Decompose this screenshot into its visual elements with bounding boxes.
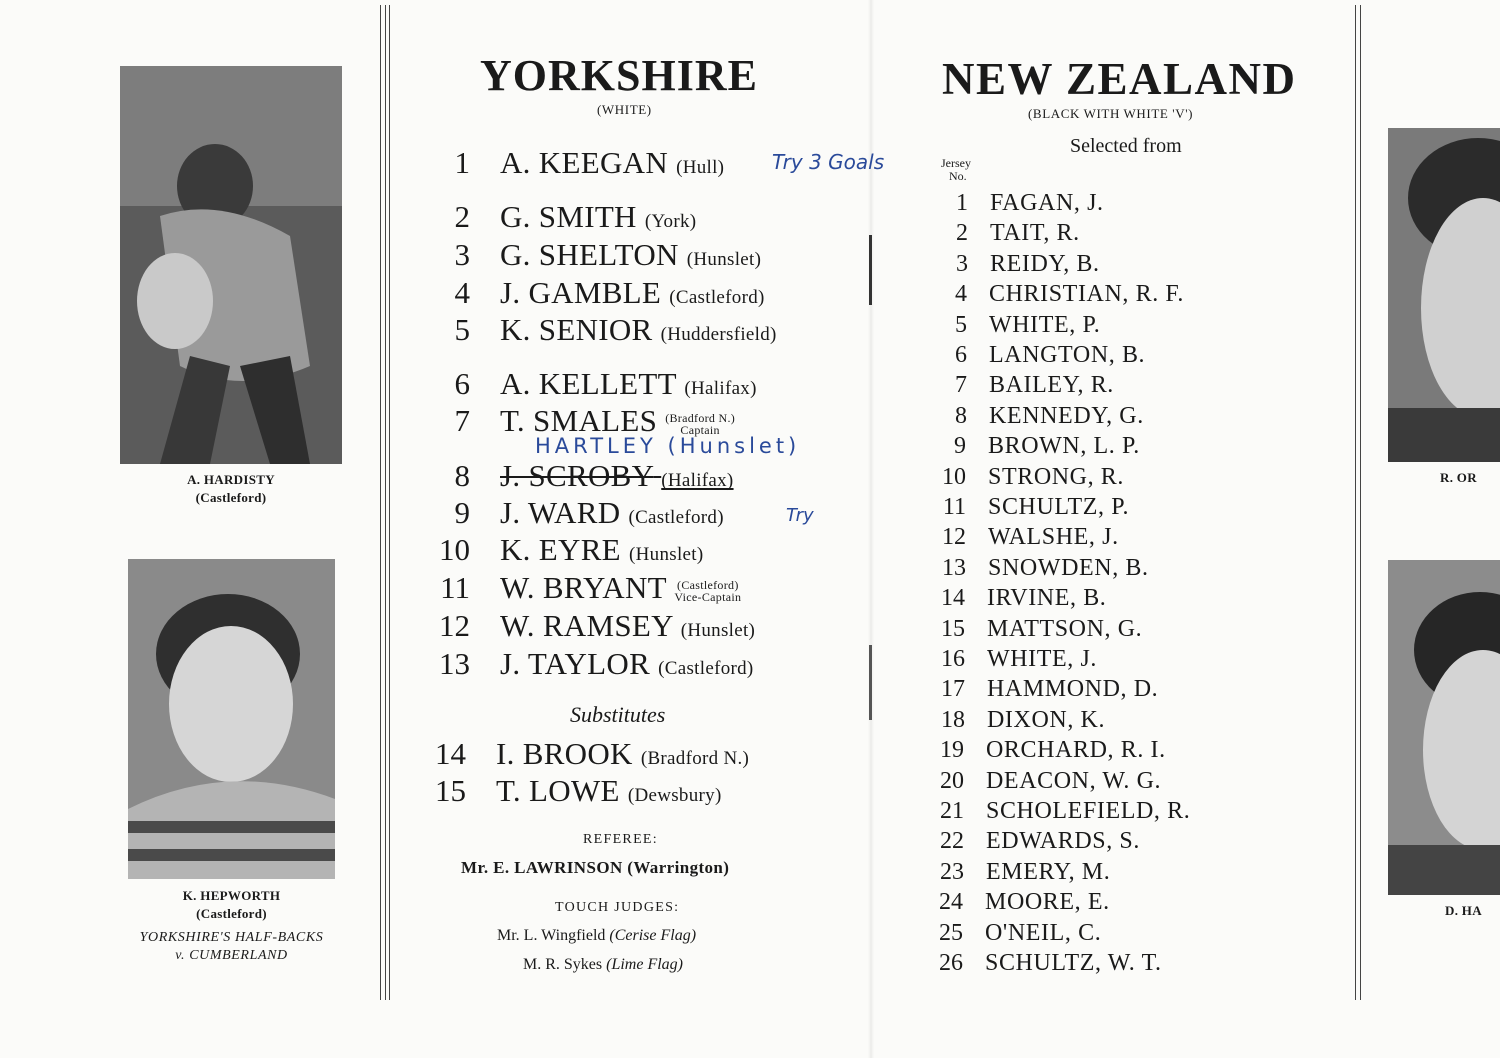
player-number: 8 [454,458,470,493]
player-name: J. GAMBLE [500,275,662,310]
player-number: 22 [940,828,964,855]
player-number: 18 [941,706,965,733]
player-name: BAILEY, R. [989,372,1114,399]
player-number: 7 [955,372,967,399]
player-number: 15 [435,773,466,808]
player-name: J. TAYLOR [500,646,651,681]
player-role: Captain [680,422,720,437]
photo2-note-line1: YORKSHIRE'S HALF-BACKS [139,930,324,945]
player-name: J. SCROBY [500,458,654,493]
referee-label: REFEREE: [583,832,658,847]
player-name: ORCHARD, R. I. [986,737,1166,764]
player-name: K. EYRE [500,532,621,567]
player-role: Vice-Captain [674,589,742,604]
player-name: G. SHELTON [500,237,679,272]
player-name: EDWARDS, S. [986,828,1140,855]
player-name: A. KELLETT [500,366,677,401]
handwritten-ward-note: Try [786,505,814,526]
player-number: 9 [454,495,470,530]
player-club: (Halifax) [684,378,757,399]
player-number: 8 [955,402,967,429]
player-name: REIDY, B. [990,250,1100,277]
touch-judge-1-name: Mr. L. Wingfield [497,927,606,944]
substitutes-heading: Substitutes [570,702,666,727]
left-column-rule-third [389,5,390,1000]
player-number: 10 [942,463,966,490]
photo1-caption-name: A. HARDISTY [187,472,275,487]
player-number: 13 [439,646,470,681]
player-name: TAIT, R. [990,220,1080,247]
photo-d-hammond [1388,560,1500,895]
player-club: (Bradford N.) [640,748,750,769]
player-name: EMERY, M. [986,858,1111,885]
photo-a-hardisty [120,66,342,464]
player-club: (Hunslet) [686,249,762,270]
player-number: 24 [939,889,963,916]
player-number: 15 [941,615,965,642]
player-number: 12 [942,524,966,551]
referee-name: Mr. E. LAWRINSON (Warrington) [461,858,730,877]
player-club: (Halifax) [661,470,734,491]
player-number: 6 [955,342,967,368]
player-number: 10 [439,532,470,567]
player-number: 13 [942,554,966,581]
player-number: 5 [955,311,967,338]
player-number: 1 [454,145,470,180]
player-name: DIXON, K. [987,706,1106,733]
player-name: T. LOWE [496,773,620,808]
player-number: 16 [941,646,965,672]
player-name: SNOWDEN, B. [988,554,1149,581]
player-name: CHRISTIAN, R. F. [989,281,1185,308]
player-name: STRONG, R. [988,463,1125,490]
player-number: 11 [942,494,966,520]
player-name: KENNEDY, G. [989,402,1144,429]
player-name: LANGTON, B. [989,342,1146,368]
player-name: BROWN, L. P. [988,433,1140,460]
player-club: (Dewsbury) [627,785,722,806]
player-name: IRVINE, B. [987,585,1107,612]
player-name: MATTSON, G. [987,615,1143,642]
left-column-rule [380,5,381,1000]
right-column-rule [1355,5,1356,1000]
touch-judge-2 [523,956,683,974]
player-name: SCHOLEFIELD, R. [986,798,1191,824]
player-club: (Castleford) [669,287,765,308]
player-name: WHITE, P. [989,311,1101,338]
player-number: 5 [454,312,470,347]
touch-judge-2-flag: (Lime Flag) [606,956,683,973]
jersey-number-label: No. [949,169,967,183]
player-club: (Hunslet) [629,544,704,565]
player-name: T. SMALES [500,403,658,438]
player-name: SCHULTZ, P. [988,494,1130,520]
player-club: (Huddersfield) [660,324,777,345]
player-club: (Bradford N.) [665,410,736,425]
photo2-caption-name: K. HEPWORTH [182,888,281,903]
player-name: HAMMOND, D. [987,676,1159,703]
player-number: 20 [940,767,964,794]
player-number: 26 [939,950,963,976]
staple-mark-bottom [869,645,872,720]
player-name: I. BROOK [496,736,633,771]
right-column-rule-inner [1360,5,1361,1000]
touch-judge-2-name: M. R. Sykes [523,956,603,973]
staple-mark-top [869,235,872,305]
touch-judge-1 [497,927,696,945]
player-name: MOORE, E. [985,889,1110,916]
player-number: 21 [940,798,964,824]
left-column-rule-inner [385,5,386,1000]
player-club: (Castleford) [658,658,754,679]
player-club: (Hunslet) [680,620,756,641]
player-number: 19 [940,737,964,764]
player-number: 7 [454,403,470,438]
player-name: O'NEIL, C. [985,919,1102,946]
player-name: SCHULTZ, W. T. [985,950,1162,976]
photo-r-orchard-caption: R. OR [1440,470,1477,485]
player-number: 14 [435,736,466,771]
jersey-label: Jersey [941,156,971,170]
player-number: 25 [939,919,963,946]
player-number: 1 [956,190,968,216]
player-name: J. WARD [500,495,621,530]
player-name: W. BRYANT [500,570,667,605]
player-number: 12 [439,608,470,643]
player-number: 6 [454,366,470,401]
photo2-note-line2: v. CUMBERLAND [175,948,288,963]
photo-r-orchard [1388,128,1500,462]
player-number: 2 [956,220,968,247]
player-name: DEACON, W. G. [986,767,1162,794]
photo1-caption-club: (Castleford) [195,490,267,505]
player-number: 4 [454,275,470,310]
player-name: G. SMITH [500,199,637,234]
player-name: FAGAN, J. [990,190,1104,216]
yorkshire-colours: (WHITE) [597,102,652,117]
player-number: 11 [440,570,470,605]
player-number: 3 [454,237,470,272]
yorkshire-title: YORKSHIRE [480,51,758,100]
new-zealand-title: NEW ZEALAND [942,54,1297,104]
player-club: (York) [644,211,697,232]
player-name: WHITE, J. [987,646,1098,672]
player-number: 9 [954,433,966,460]
player-club: (Castleford) [677,577,739,592]
selected-from-label: Selected from [1070,135,1182,157]
handwritten-keegan-note: Try 3 Goals [772,150,885,174]
photo2-caption-club: (Castleford) [196,906,267,921]
player-name: K. SENIOR [500,312,653,347]
player-number: 17 [941,676,965,703]
photo-k-hepworth [128,559,335,879]
player-club: (Castleford) [628,507,724,528]
player-name: WALSHE, J. [988,524,1119,551]
player-club: (Hull) [676,157,725,178]
handwritten-replacement: HARTLEY (Hunslet) [535,434,801,458]
player-number: 14 [941,585,965,612]
player-name: W. RAMSEY [500,608,673,643]
player-number: 23 [940,858,964,885]
photo-d-hammond-caption: D. HA [1445,903,1482,918]
player-number: 4 [955,281,967,308]
player-number: 2 [454,199,470,234]
player-name: A. KEEGAN [500,145,669,180]
new-zealand-colours: (BLACK WITH WHITE 'V') [1028,106,1194,121]
player-number: 3 [956,250,968,277]
touch-judge-1-flag: (Cerise Flag) [609,927,697,944]
touch-judges-label: TOUCH JUDGES: [555,900,680,915]
